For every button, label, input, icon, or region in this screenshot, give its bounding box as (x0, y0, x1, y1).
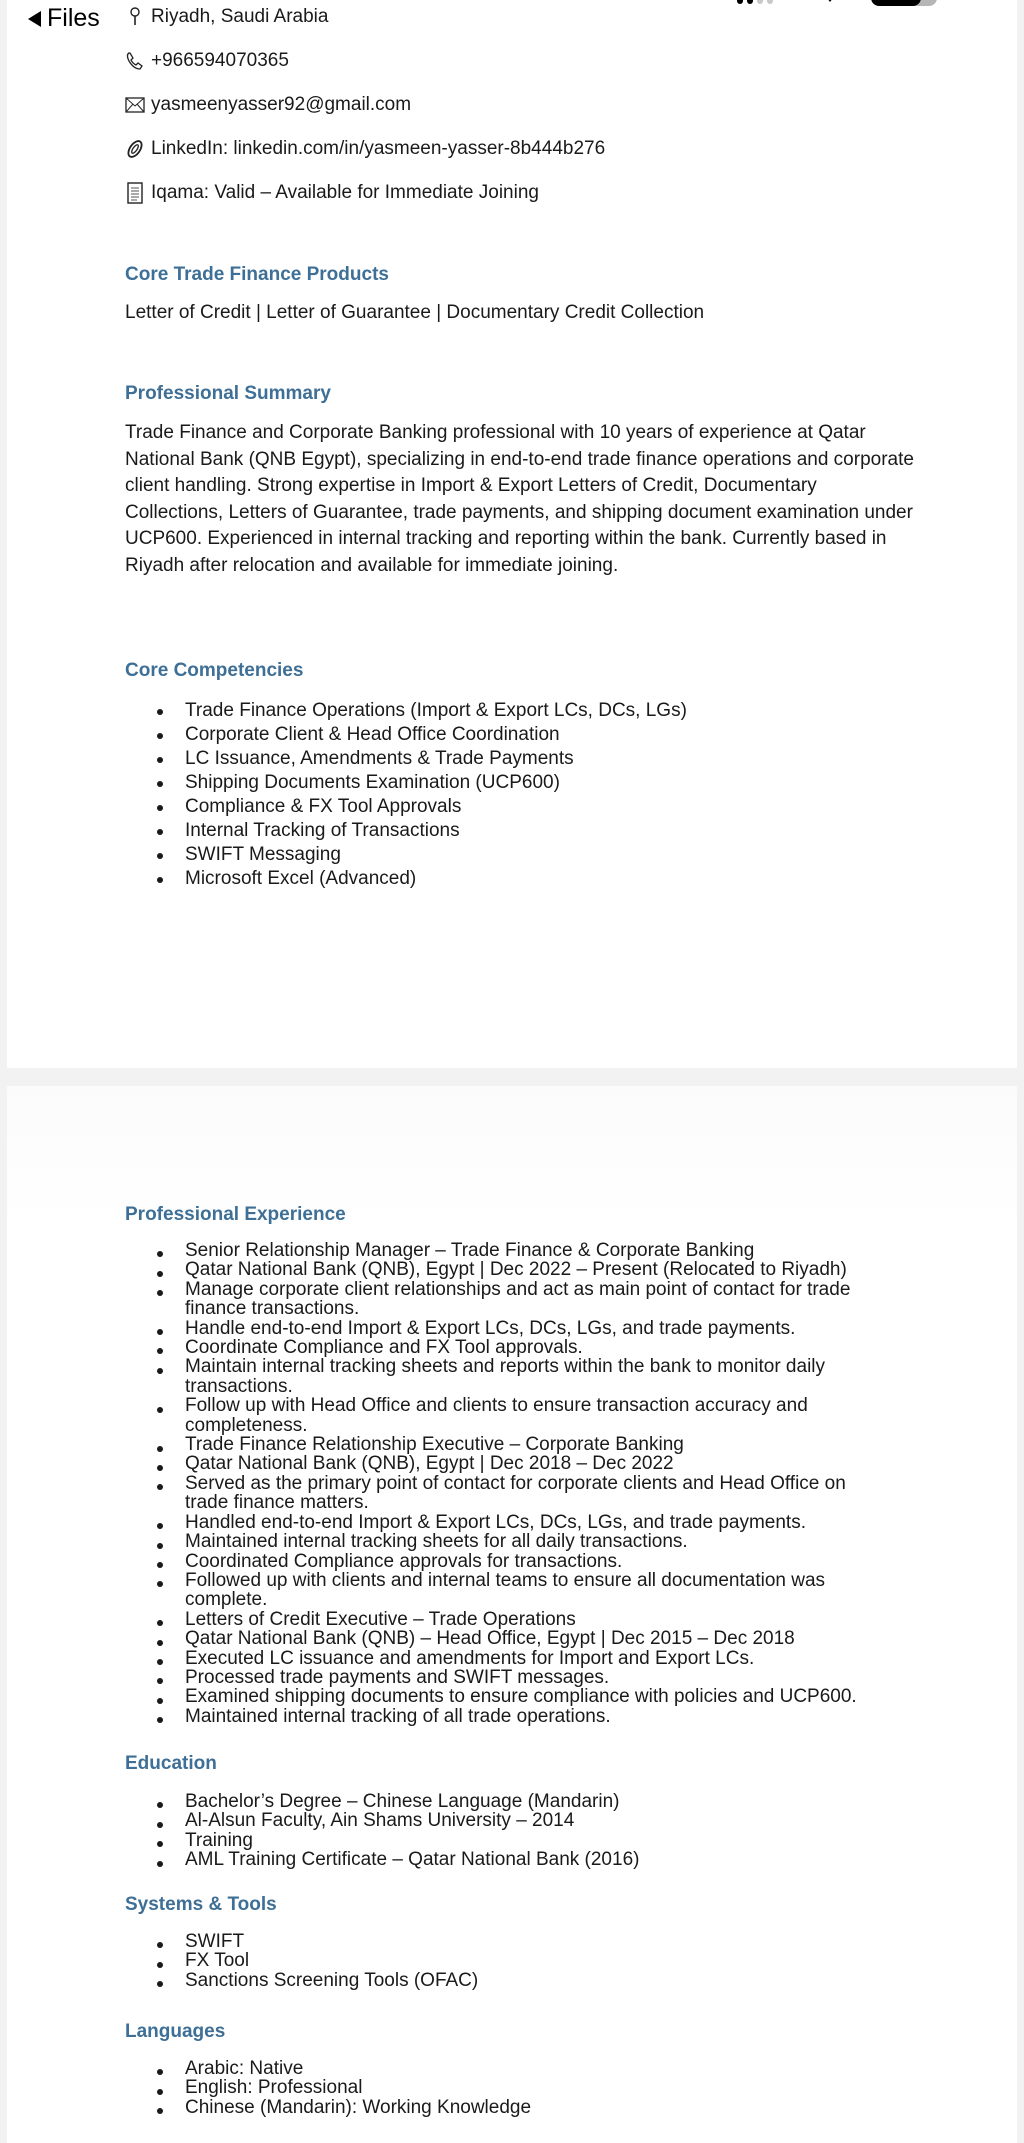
list-item: Bachelor’s Degree – Chinese Language (Mandarin) (125, 1792, 639, 1811)
list-item: Senior Relationship Manager – Trade Finance & Corporate Banking (125, 1241, 885, 1260)
back-to-files-button[interactable] (28, 4, 100, 33)
list-item: Microsoft Excel (Advanced) (125, 867, 687, 891)
list-item: Qatar National Bank (QNB) – Head Office, Egypt | Dec 2015 – Dec 2018 (125, 1629, 885, 1648)
back-arrow-icon (28, 11, 41, 27)
section-heading-products: Core Trade Finance Products (125, 264, 389, 285)
email-text[interactable]: yasmeenyasser92@gmail.com (151, 94, 412, 115)
competencies-list (125, 699, 687, 891)
list-item: Trade Finance Relationship Executive – Corporate Banking (125, 1435, 885, 1454)
list-item: FX Tool (125, 1951, 478, 1970)
list-item: SWIFT Messaging (125, 843, 687, 867)
education-list (125, 1792, 639, 1870)
battery-icon (871, 0, 937, 6)
contact-location (125, 6, 328, 28)
list-item: Letters of Credit Executive – Trade Operations (125, 1610, 885, 1629)
list-item: Compliance & FX Tool Approvals (125, 795, 687, 819)
list-item: Qatar National Bank (QNB), Egypt | Dec 2022 – Present (Relocated to Riyadh) (125, 1260, 885, 1279)
summary-text: Trade Finance and Corporate Banking professional with 10 years of experience at Qatar National Bank (QNB Egypt), specializing in end-to-end trade finance operations and corporate client handling. Strong expertise in Import & Export Letters of Credit, Documentary Collections, Letters of Guarantee, trade payments, and shipping document examination under UCP600. Experienced in internal tracking and reporting within the bank. Currently based in Riyadh after relocation and available for immediate joining. (125, 422, 914, 576)
contact-iqama (125, 182, 539, 204)
products-text: Letter of Credit | Letter of Guarantee | Documentary Credit Collection (125, 302, 705, 323)
pin-icon (125, 6, 145, 28)
list-item: Al-Alsun Faculty, Ain Shams University – 2014 (125, 1811, 639, 1830)
section-heading-competencies: Core Competencies (125, 660, 304, 681)
systems-list (125, 1932, 478, 1990)
back-button-label: Files (47, 4, 100, 32)
section-heading-summary: Professional Summary (125, 383, 331, 404)
list-item: Arabic: Native (125, 2059, 531, 2078)
list-item: Qatar National Bank (QNB), Egypt | Dec 2018 – Dec 2022 (125, 1454, 885, 1473)
phone-text[interactable]: +966594070365 (151, 50, 289, 71)
wifi-icon (824, 0, 836, 2)
list-item: AML Training Certificate – Qatar National Bank (2016) (125, 1850, 639, 1869)
list-item: English: Professional (125, 2078, 531, 2097)
document-icon (125, 182, 145, 204)
envelope-icon (125, 94, 145, 116)
list-item: Coordinate Compliance and FX Tool approvals. (125, 1338, 885, 1357)
list-item: Followed up with clients and internal teams to ensure all documentation was complete. (125, 1571, 885, 1610)
list-item: Examined shipping documents to ensure compliance with policies and UCP600. (125, 1687, 885, 1706)
section-heading-languages: Languages (125, 2021, 226, 2042)
list-item: Handle end-to-end Import & Export LCs, DCs, LGs, and trade payments. (125, 1319, 885, 1338)
list-item: Processed trade payments and SWIFT messages. (125, 1668, 885, 1687)
list-item: Manage corporate client relationships and act as main point of contact for trade finance transactions. (125, 1280, 885, 1319)
linkedin-text[interactable]: LinkedIn: linkedin.com/in/yasmeen-yasser-8b444b276 (151, 138, 606, 159)
languages-list (125, 2059, 531, 2117)
contact-phone (125, 50, 289, 72)
list-item: SWIFT (125, 1932, 478, 1951)
cellular-signal-icon (737, 0, 773, 4)
list-item: Handled end-to-end Import & Export LCs, DCs, LGs, and trade payments. (125, 1513, 885, 1532)
location-text: Riyadh, Saudi Arabia (151, 6, 329, 27)
list-item: Shipping Documents Examination (UCP600) (125, 771, 687, 795)
list-item: Sanctions Screening Tools (OFAC) (125, 1971, 478, 1990)
list-item: Executed LC issuance and amendments for Import and Export LCs. (125, 1649, 885, 1668)
list-item: Corporate Client & Head Office Coordination (125, 723, 687, 747)
section-heading-systems: Systems & Tools (125, 1894, 277, 1915)
contact-email (125, 94, 411, 116)
list-item: Internal Tracking of Transactions (125, 819, 687, 843)
list-item: Follow up with Head Office and clients to ensure transaction accuracy and completeness. (125, 1396, 885, 1435)
list-item: Served as the primary point of contact for corporate clients and Head Office on trade finance matters. (125, 1474, 885, 1513)
list-item: LC Issuance, Amendments & Trade Payments (125, 747, 687, 771)
list-item: Maintained internal tracking of all trade operations. (125, 1707, 885, 1726)
section-heading-experience: Professional Experience (125, 1204, 346, 1225)
list-item: Trade Finance Operations (Import & Export LCs, DCs, LGs) (125, 699, 687, 723)
contact-linkedin (125, 138, 605, 160)
list-item: Training (125, 1831, 639, 1850)
list-item: Maintain internal tracking sheets and reports within the bank to monitor daily transactions. (125, 1357, 885, 1396)
list-item: Maintained internal tracking sheets for all daily transactions. (125, 1532, 885, 1551)
phone-icon (125, 50, 145, 72)
iqama-text: Iqama: Valid – Available for Immediate Joining (151, 182, 539, 203)
list-item: Coordinated Compliance approvals for transactions. (125, 1552, 885, 1571)
experience-list (125, 1241, 885, 1726)
list-item: Chinese (Mandarin): Working Knowledge (125, 2098, 531, 2117)
link-icon (125, 138, 145, 160)
section-heading-education: Education (125, 1753, 217, 1774)
